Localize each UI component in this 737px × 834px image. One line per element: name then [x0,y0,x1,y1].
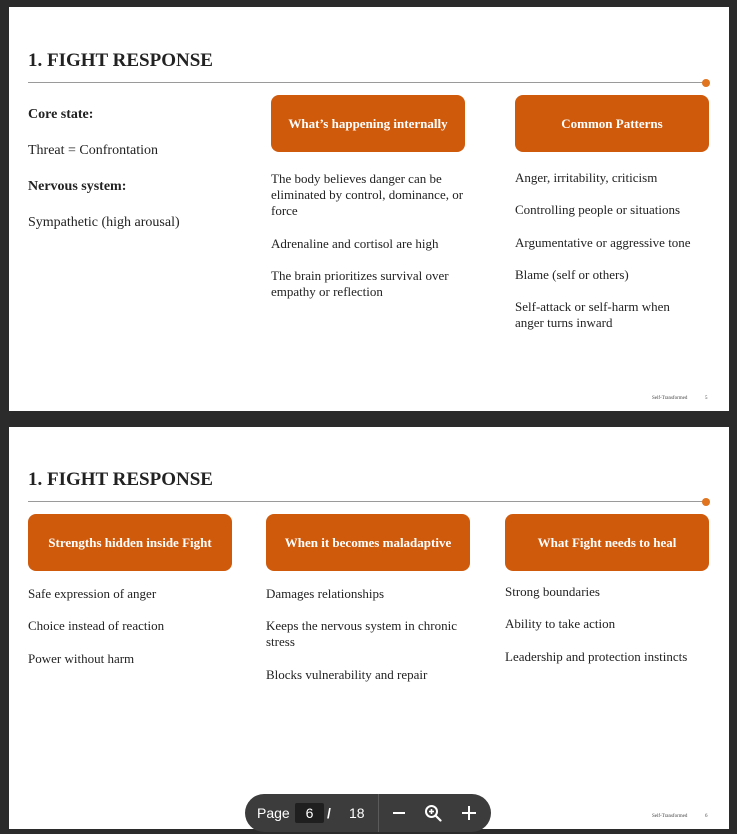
core-state-value: Threat = Confrontation [28,143,158,158]
slide-page-5 [9,7,729,411]
footer-brand: Self-Transformed [652,396,688,401]
list-item: Ability to take action [505,616,616,631]
title-divider [28,82,706,83]
list-item: Controlling people or situations [515,202,681,217]
title-divider [28,501,706,502]
core-state-label: Core state: [28,107,94,122]
list-item: Argumentative or aggressive tone [515,235,691,250]
column-heading-patterns: Common Patterns [515,95,709,152]
list-item: The brain prioritizes survival over empathy or reflection [271,268,449,299]
footer-page-number: 5 [705,396,708,401]
list-item: Damages relationships [266,586,385,601]
list-item: Keeps the nervous system in chronic stress [266,618,457,649]
slide-page-6 [9,427,729,829]
column-heading-heal: What Fight needs to heal [505,514,709,571]
zoom-in-button[interactable] [459,803,479,823]
list-item: Anger, irritability, criticism [515,170,658,185]
list-item: Self-attack or self-harm when anger turns inward [515,299,670,330]
page-toolbar [245,794,491,832]
list-item: Strong boundaries [505,584,600,599]
plus-icon [461,805,477,821]
list-item: Safe expression of anger [28,586,157,601]
minus-icon [392,806,406,820]
footer-page-number: 6 [705,814,708,819]
page-label: Page [257,805,290,821]
list-item: The body believes danger can be eliminated by control, dominance, or force [271,171,464,218]
column-heading-maladaptive: When it becomes maladaptive [266,514,470,571]
list-item: Adrenaline and cortisol are high [271,236,439,251]
slide-title: 1. FIGHT RESPONSE [28,50,213,71]
column-heading-internal: What’s happening internally [271,95,465,152]
zoom-button[interactable] [423,803,443,823]
toolbar-divider [378,794,379,832]
page-separator: / [327,805,331,821]
list-item: Blocks vulnerability and repair [266,667,428,682]
divider-dot [702,79,710,87]
zoom-out-button[interactable] [389,803,409,823]
magnifier-plus-icon [424,804,442,822]
column-heading-strengths: Strengths hidden inside Fight [28,514,232,571]
total-pages: 18 [349,805,365,821]
nervous-system-value: Sympathetic (high arousal) [28,215,180,230]
list-item: Power without harm [28,651,135,666]
nervous-system-label: Nervous system: [28,179,127,194]
list-item: Blame (self or others) [515,267,629,282]
slide-title: 1. FIGHT RESPONSE [28,469,213,490]
page-number-input[interactable]: 6 [295,803,324,823]
list-item: Choice instead of reaction [28,618,165,633]
list-item: Leadership and protection instincts [505,649,688,664]
divider-dot [702,498,710,506]
footer-brand: Self-Transformed [652,814,688,819]
